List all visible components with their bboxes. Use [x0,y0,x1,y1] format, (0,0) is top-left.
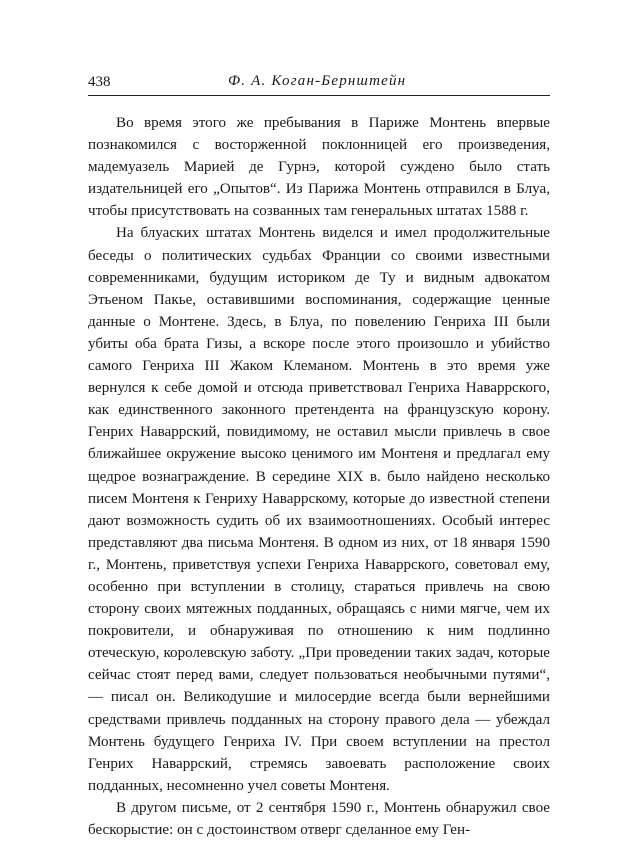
running-head-author: Ф. А. Коган-Бернштейн [228,73,407,89]
paragraph-paris-gournay: Во время этого же пребывания в Париже Монтень впервые познакомился с восторженной поклонницей его произведения, мадемуазель Марией де Гурнэ, которой суждено было стать издательницей его „Опытов“. Из Парижа Монтень отправился в Блуа, чтобы присутствовать на созванных там генеральных штатах 1588 г. [88,115,550,220]
paragraph-second-letter: В другом письме, от 2 сентября 1590 г., Монтень обнаружил свое бескорыстие: он с достоинством отверг сделанное ему Ген- [88,799,550,838]
header-rule [88,95,550,96]
paragraph-blois-estates: На блуаских штатах Монтень виделся и имел продолжительные беседы о политических судьбах Франции со своими известными современниками, будущим историком де Ту и видным адвокатом Этьеном Пакье, оставившими воспоминания, содержащие ценные данные о Монтене. Здесь, в Блуа, по повелению Генриха III были убиты оба брата Гизы, а вскоре после этого произошло и убийство самого Генриха III Жаком Клеманом. Монтень в это время уже вернулся к себе домой и отсюда приветствовал Генриха Наваррского, как единственного законного претендента на французскую корону. Генрих Наваррский, повидимому, не оставил мысли привлечь в свое ближайшее окружение высоко ценимого им Монтеня и предлагал ему щедрое вознаграждение. В середине XIX в. было найдено несколько писем Монтеня к Генриху Наваррскому, которые до известной степени дают возможность судить об их взаимоотношениях. Особый интерес представляют два письма Монтеня. В одном из них, от 18 января 1590 г., Монтень, приветствуя успехи Генриха Наваррского, советовал ему, особенно при вступлении в столицу, стараться привлечь на свою сторону своих мятежных подданных, обращаясь с ними мягче, чем их покровители, и обнаруживая по отношению к ним подлинно отеческую, королевскую заботу. „При проведении таких задач, которые сейчас стоят перед вами, следует пользоваться необычными путями“, — писал он. Великодушие и милосердие всегда были вернейшими средствами привлечь подданных на сторону правого дела — убеждал Монтень будущего Генриха IV. При своем вступлении на престол Генрих Наваррский, стремясь завоевать расположение своих подданных, несомненно учел советы Монтеня. [88,225,550,794]
body-text [88,112,550,841]
page-number: 438 [88,74,111,90]
page-header [88,72,550,94]
